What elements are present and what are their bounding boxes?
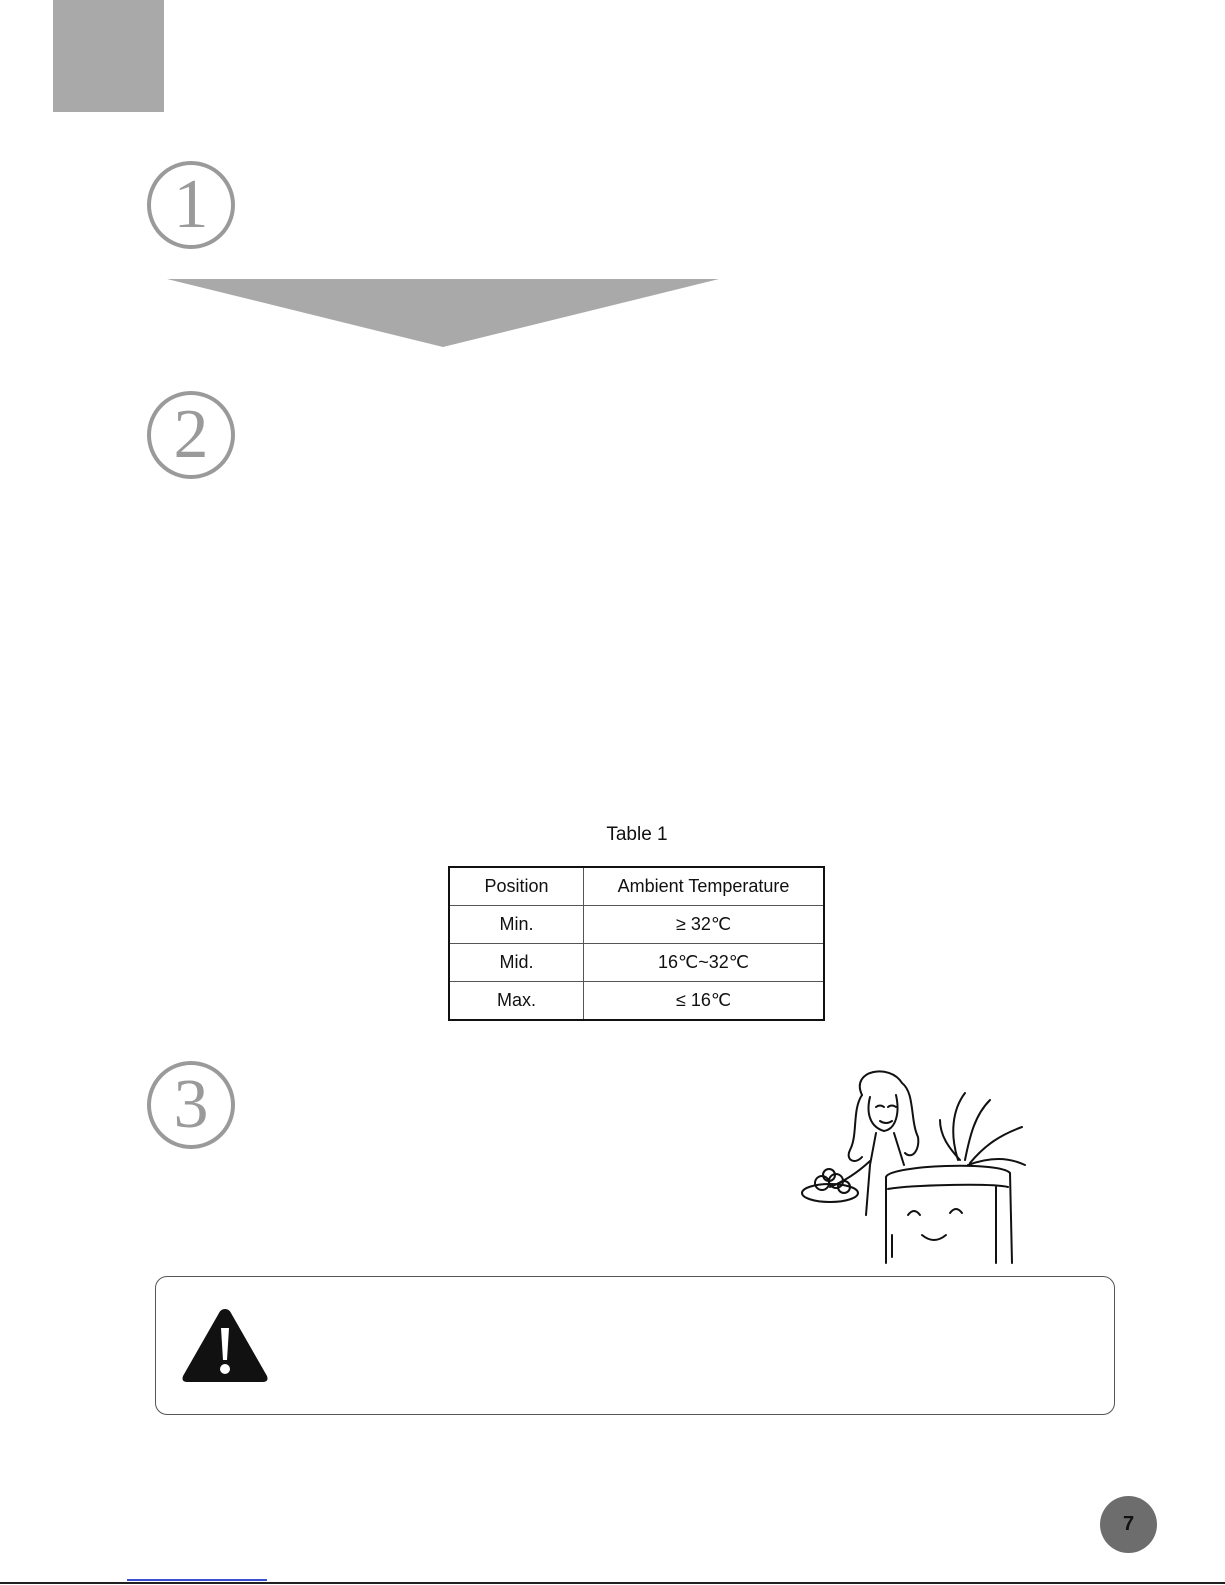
- table-caption: Table 1: [606, 824, 668, 845]
- table-row: [449, 944, 824, 982]
- table-cell: 16℃~32℃: [584, 944, 825, 982]
- warning-box: [155, 1276, 1115, 1415]
- table-cell: Max.: [449, 982, 584, 1021]
- step-number-2: 2: [147, 391, 235, 479]
- table-cell: ≤ 16℃: [584, 982, 825, 1021]
- column-header-ambient-temperature: Ambient Temperature: [584, 867, 825, 906]
- table-row: [449, 906, 824, 944]
- warning-triangle-icon: [181, 1306, 269, 1384]
- footer-link-underline: [127, 1579, 267, 1581]
- corner-tab-block: [53, 0, 164, 112]
- footer-rule: [0, 1582, 1225, 1584]
- table-row: [449, 982, 824, 1021]
- table-cell: Mid.: [449, 944, 584, 982]
- table-cell: ≥ 32℃: [584, 906, 825, 944]
- step-number-1: 1: [147, 161, 235, 249]
- step-number-3: 3: [147, 1061, 235, 1149]
- down-arrow-icon: [167, 279, 719, 347]
- table-cell: Min.: [449, 906, 584, 944]
- page-number-badge: 7: [1100, 1496, 1157, 1553]
- temperature-table: [448, 866, 825, 1021]
- column-header-position: Position: [449, 867, 584, 906]
- woman-with-refrigerator-illustration: [800, 1065, 1030, 1265]
- table-header-row: [449, 867, 824, 906]
